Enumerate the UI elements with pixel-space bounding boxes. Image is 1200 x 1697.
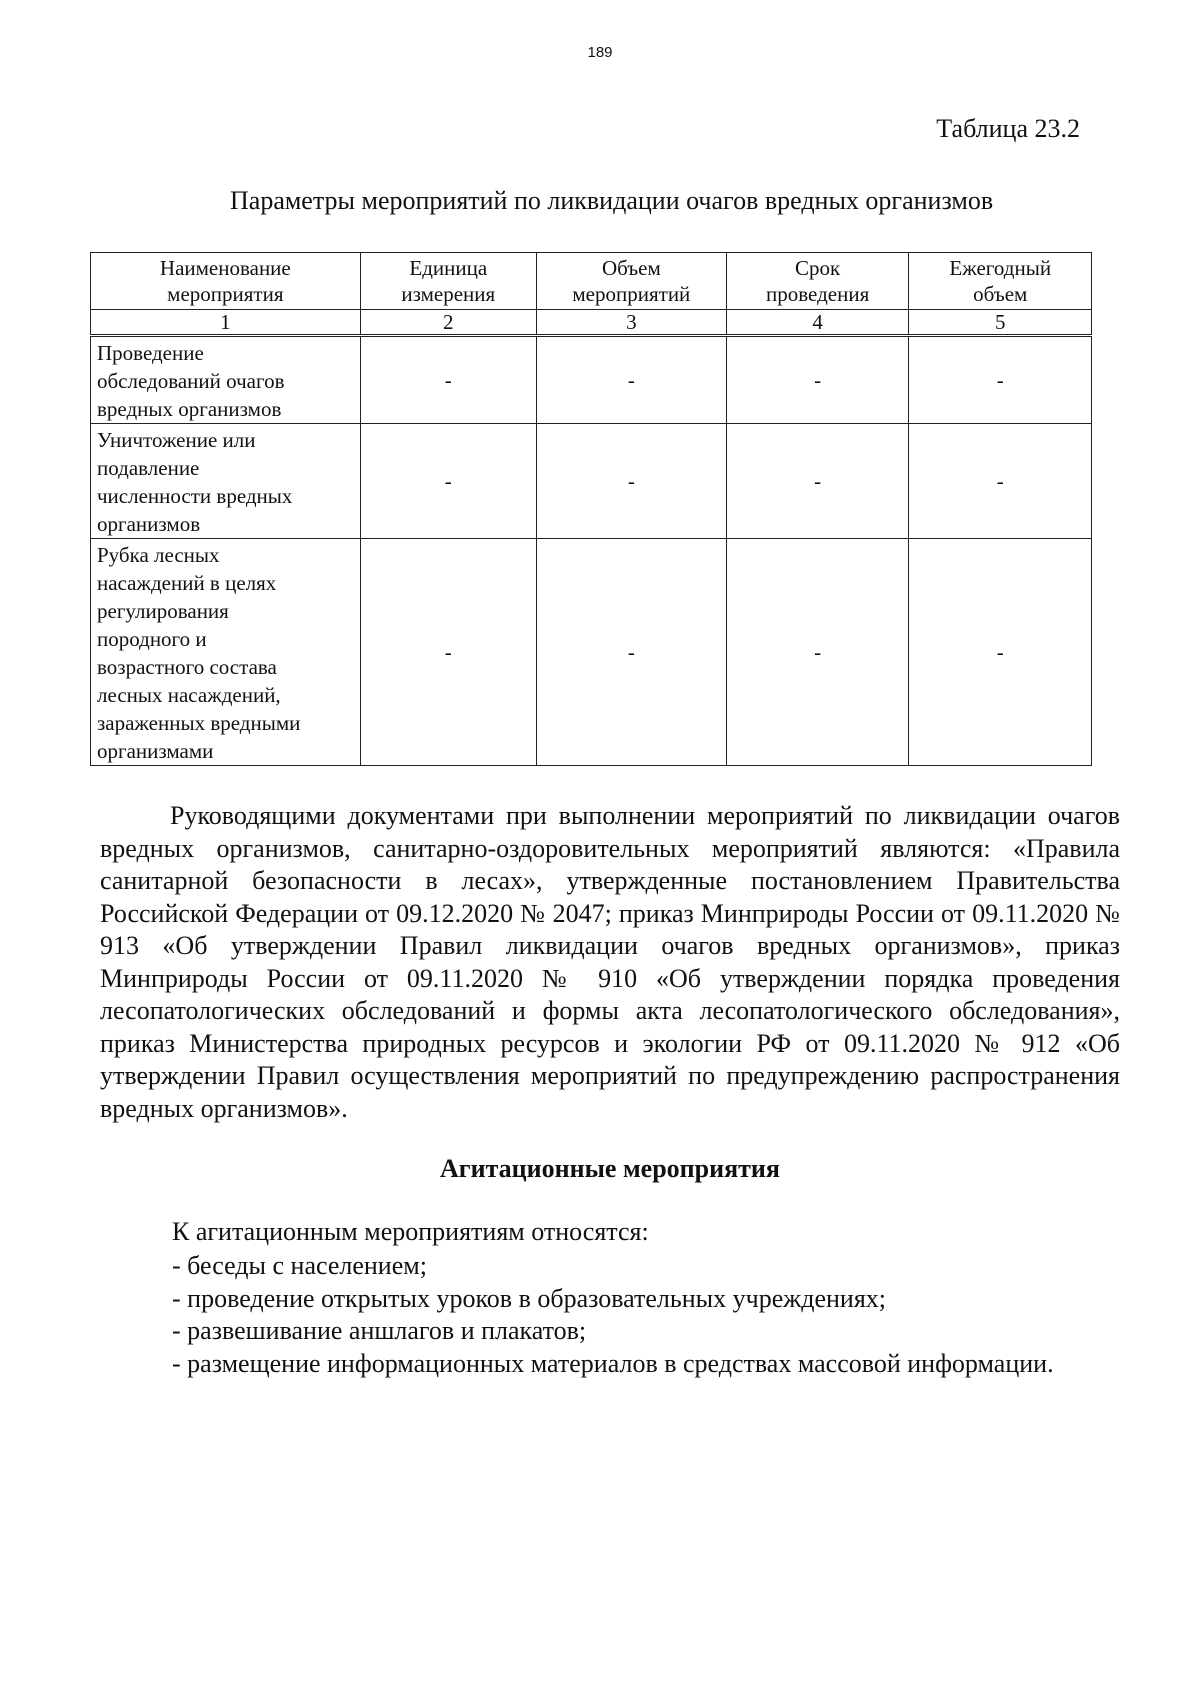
- value-cell: -: [536, 336, 726, 424]
- column-number: 1: [91, 310, 361, 336]
- column-number: 3: [536, 310, 726, 336]
- list-item: - развешивание аншлагов и плакатов;: [172, 1316, 587, 1345]
- row-name-cell: Уничтожение или подавление численности вредных организмов: [91, 424, 361, 539]
- page-number: 189: [587, 44, 613, 61]
- column-number: 5: [909, 310, 1092, 336]
- value-cell: -: [360, 539, 536, 766]
- table-row: [91, 539, 1092, 766]
- body-paragraph: Руководящими документами при выполнении мероприятий по ликвидации очагов вредных организмов, санитарно-оздоровительных мероприятий являются: «Правила санитарной безопасности в лесах», утвержденные постановлением Правительства Российской Федерации от 09.12.2020 № 2047; приказ Минприроды России от 09.11.2020 № 913 «Об утверждении Правил ликвидации очагов вредных организмов», приказ Минприроды России от 09.11.2020 № 910 «Об утверждении порядка проведения лесопатологических обследований и формы акта лесопатологического обследования», приказ Министерства природных ресурсов и экологии РФ от 09.11.2020 № 912 «Об утверждении Правил осуществления мероприятий по предупреждению распространения вредных организмов».: [100, 801, 1120, 1123]
- column-number: 2: [360, 310, 536, 336]
- header-cell-annual: Ежегодный объем: [909, 253, 1092, 310]
- value-cell: -: [360, 424, 536, 539]
- table-header-row: [91, 253, 1092, 310]
- value-cell: -: [909, 424, 1092, 539]
- row-name-cell: Проведение обследований очагов вредных организмов: [91, 336, 361, 424]
- value-cell: -: [726, 539, 909, 766]
- value-cell: -: [909, 539, 1092, 766]
- value-cell: -: [909, 336, 1092, 424]
- header-cell-unit: Единица измерения: [360, 253, 536, 310]
- value-cell: -: [536, 424, 726, 539]
- value-cell: -: [360, 336, 536, 424]
- value-cell: -: [536, 539, 726, 766]
- value-cell: -: [726, 336, 909, 424]
- row-name-cell: Рубка лесных насаждений в целях регулирования породного и возрастного состава лесных насаждений, зараженных вредными организмами: [91, 539, 361, 766]
- intro-line: К агитационным мероприятиям относятся:: [172, 1217, 649, 1246]
- table-row: [91, 336, 1092, 424]
- list-item: - беседы с населением;: [172, 1251, 427, 1280]
- list-item: - размещение информационных материалов в средствах массовой информации.: [172, 1348, 1054, 1378]
- table-row: [91, 424, 1092, 539]
- bullet-list: [100, 1250, 1120, 1380]
- section-heading: Агитационные мероприятия: [440, 1154, 780, 1183]
- parameters-table: [90, 252, 1092, 766]
- column-number-row: [91, 310, 1092, 336]
- header-cell-volume: Объем мероприятий: [536, 253, 726, 310]
- header-cell-name: Наименование мероприятия: [91, 253, 361, 310]
- list-item: - проведение открытых уроков в образовательных учреждениях;: [172, 1283, 887, 1313]
- table-label: Таблица 23.2: [936, 114, 1080, 143]
- header-cell-period: Срок проведения: [726, 253, 909, 310]
- table-title: Параметры мероприятий по ликвидации очагов вредных организмов: [230, 186, 994, 215]
- value-cell: -: [726, 424, 909, 539]
- column-number: 4: [726, 310, 909, 336]
